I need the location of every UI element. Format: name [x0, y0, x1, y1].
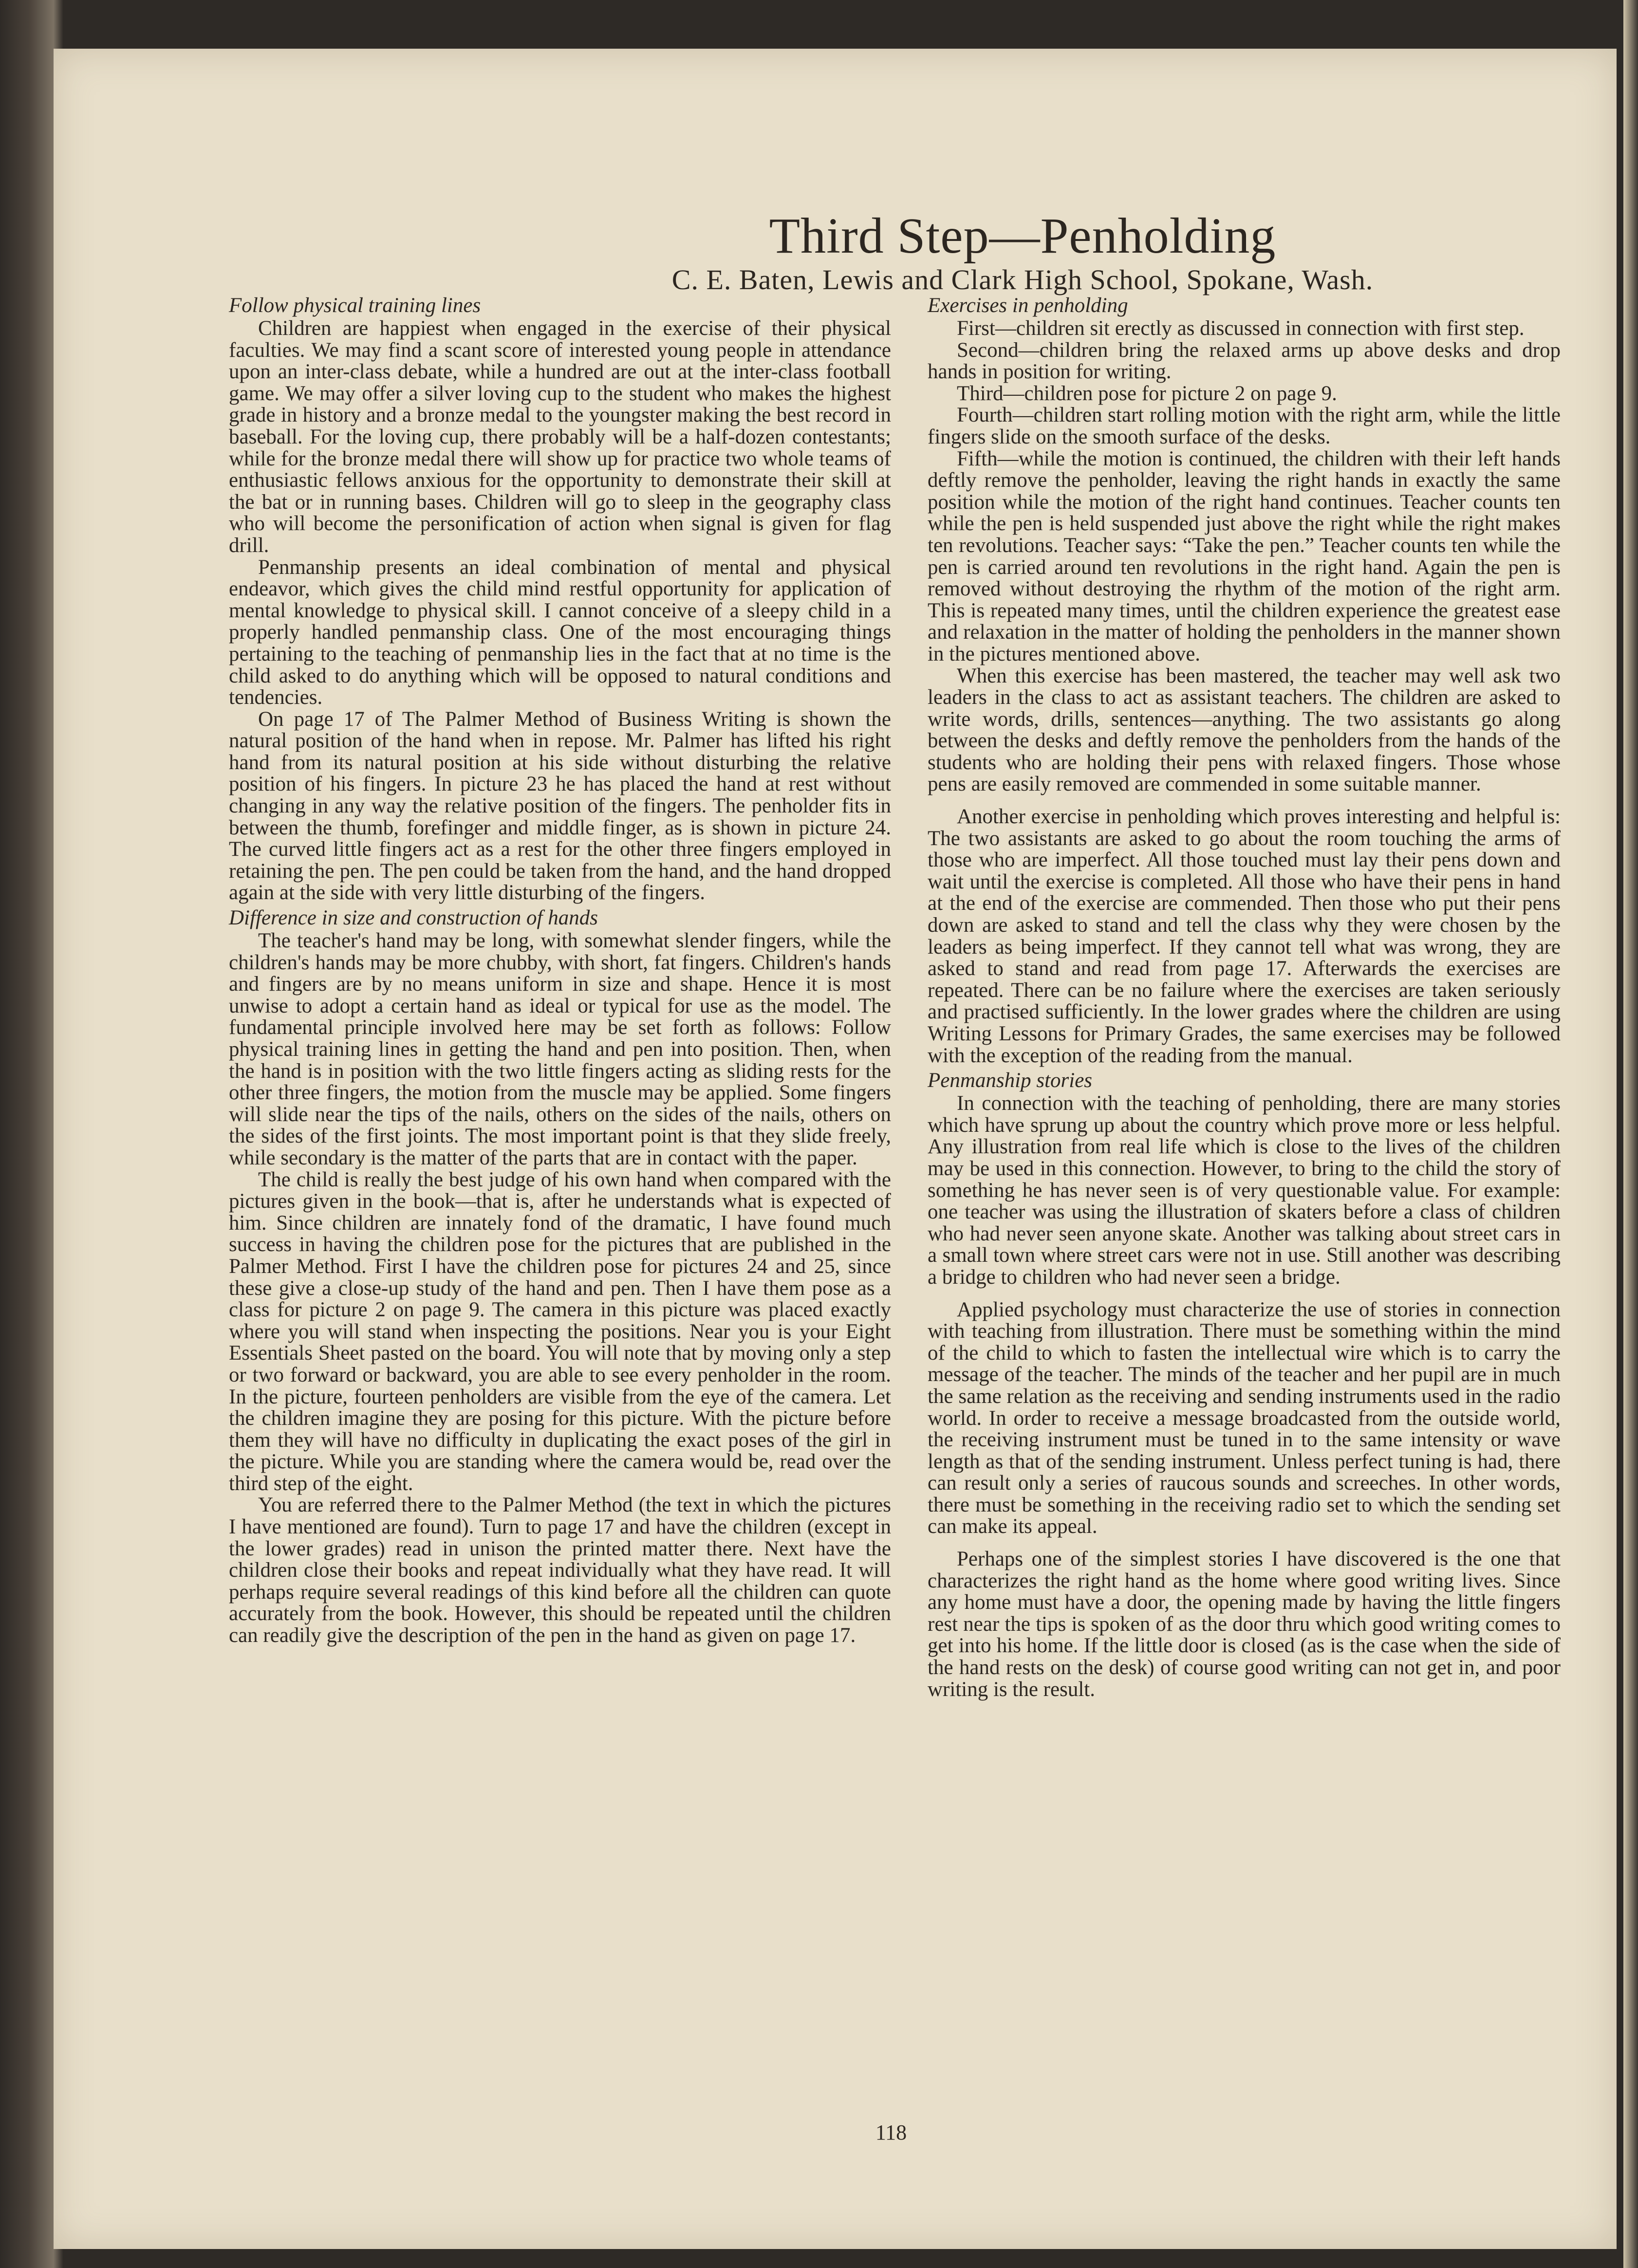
left-column [229, 295, 891, 1647]
right-column-paragraph: Perhaps one of the simplest stories I have discovered is the one that characterizes the right hand as the home where good writing lives. Since any home must have a door, the opening made by having the little fingers rest near the tips is spoken of as the door thru which good writing comes to get into his home. If the little door is closed (as is the case when the side of the hand rests on the desk) of course good writing can not get in, and poor writing is the result. [928, 1548, 1561, 1701]
page-number: 118 [875, 2120, 907, 2144]
left-column-paragraph: Penmanship presents an ideal combination of mental and physical endeavor, which gives the child mind restful opportunity for application of mental knowledge to physical skill. I cannot conceive of a sleepy child in a properly handled penmanship class. One of the most encouraging things pertaining to the teaching of penmanship lies in the fact that at no time is the child asked to do anything which will be opposed to natural conditions and tendencies. [229, 555, 891, 709]
right-column-paragraph: Second—children bring the relaxed arms up above desks and drop hands in position for writing. [928, 338, 1561, 384]
left-column-paragraph: The teacher's hand may be long, with somewhat slender fingers, while the children's hands may be more chubby, with short, fat fingers. Children's hands and fingers are by no means uniform in size and shape. Hence it is most unwise to adopt a certain hand as ideal or typical for use as the model. The fundamental principle involved here may be set forth as follows: Follow physical training lines in getting the hand and pen into position. Then, when the hand is in position with the two little fingers acting as sliding rests for the other three fingers, the motion from the muscle may be applied. Some fingers will slide near the tips of the nails, others on the sides of the nails, others on the sides of the first joints. The most important point is that they slide freely, while secondary is the matter of the parts that are in contact with the paper. [229, 929, 891, 1169]
right-column-heading: Penmanship stories [928, 1069, 1093, 1092]
left-column-heading: Difference in size and construction of hands [229, 906, 598, 930]
right-column-heading: Exercises in penholding [928, 294, 1128, 317]
left-column-paragraph: Children are happiest when engaged in the exercise of their physical faculties. We may find a scant score of interested young people in attendance upon an inter-class debate, while a hundred are out at the inter-class football game. We may offer a silver loving cup to the student who makes the highest grade in history and a bronze medal to the youngster making the best record in baseball. For the loving cup, there probably will be a half-dozen contestants; while for the bronze medal there will show up for practice two whole teams of enthusiastic fellows anxious for the opportunity to demonstrate their skill at the bat or in running bases. Children will go to sleep in the geography class who will become the personification of action when signal is given for flag drill. [229, 317, 891, 557]
left-column-heading: Follow physical training lines [229, 294, 481, 317]
article-title: Third Step—Penholding [769, 208, 1276, 264]
right-column-paragraph: First—children sit erectly as discussed in connection with first step. [957, 317, 1525, 340]
right-column-paragraph: Another exercise in penholding which proves interesting and helpful is: The two assistants are asked to go about the room touching the arms of those who are imperfect. All those touched must lay their pens down and wait until the exercise is completed. All those who have their pens in hand at the end of the exercise are commended. Then those who put their pens down are asked to stand and tell the class why they were chosen by the leaders as being imperfect. If they cannot tell what was wrong, they are asked to stand and read from page 17. Afterwards the exercises are repeated. There can be no failure where the exercises are taken seriously and practised sufficiently. In the lower grades where the children are using Writing Lessons for Primary Grades, the same exercises may be followed with the exception of the reading from the manual. [928, 805, 1561, 1067]
right-column-paragraph: In connection with the teaching of penholding, there are many stories which have sprung up about the country which prove more or less helpful. Any illustration from real life which is close to the lives of the children may be used in this connection. However, to bring to the child the story of something he has never seen is of very questionable value. For example: one teacher was using the illustration of skaters before a class of children who had never seen anyone skate. Another was talking about street cars in a small town where street cars were not in use. Still another was describing a bridge to children who had never seen a bridge. [928, 1092, 1561, 1289]
page-gutter [1623, 0, 1638, 2268]
left-column-paragraph: On page 17 of The Palmer Method of Business Writing is shown the natural position of the hand when in repose. Mr. Palmer has lifted his right hand from its natural position at his side without disturbing the relative position of his fingers. In picture 23 he has placed the hand at rest without changing in any way the relative position of the fingers. The penholder fits in between the thumb, forefinger and middle finger, as is shown in picture 24. The curved little fingers act as a rest for the other three fingers employed in retaining the pen. The pen could be taken from the hand, and the hand dropped again at the side with very little disturbing of the fingers. [229, 707, 891, 904]
right-column-paragraph: Fifth—while the motion is continued, the children with their left hands deftly remove the penholder, leaving the right hands in exactly the same position while the motion of the right hand continues. Teacher counts ten while the pen is held suspended just above the right while the right makes ten revolutions. Teacher says: “Take the pen.” Teacher counts ten while the pen is carried around ten revolutions in the right hand. Again the pen is removed without destroying the rhythm of the motion of the right arm. This is repeated many times, until the children experience the greatest ease and relaxation in the matter of holding the penholders in the manner shown in the pictures mentioned above. [928, 447, 1561, 665]
right-column [928, 295, 1561, 1700]
article-byline: C. E. Baten, Lewis and Clark High School, Spokane, Wash. [671, 264, 1374, 295]
left-column-paragraph: The child is really the best judge of his own hand when compared with the pictures given in the book—that is, after he understands what is expected of him. Since children are innately fond of the dramatic, I have found much success in having the children pose for the pictures that are published in the Palmer Method. First I have the children pose for pictures 24 and 25, since these give a close-up study of the hand and pen. Then I have them pose as a class for picture 2 on page 9. The camera in this picture was placed exactly where you will stand when inspecting the positions. Near you is your Eight Essentials Sheet pasted on the board. You will note that by moving only a step or two forward or backward, you are able to see every penholder in the room. In the picture, fourteen penholders are visible from the eye of the camera. Let the children imagine they are posing for this picture. With the picture before them they will have no difficulty in duplicating the exact poses of the girl in the picture. While you are standing where the camera would be, read over the third step of the eight. [229, 1168, 891, 1495]
right-column-paragraph: Third—children pose for picture 2 on page 9. [957, 382, 1337, 405]
right-column-paragraph: Applied psychology must characterize the use of stories in connection with teaching from illustration. There must be something within the mind of the child to which to fasten the intellectual wire which is to carry the message of the teacher. The minds of the teacher and her pupil are in much the same relation as the receiving and sending instruments used in the radio world. In order to receive a message broadcasted from the outside world, the receiving instrument must be tuned in to the same intensity or wave length as that of the sending instrument. Unless perfect tuning is had, there can result only a series of raucous sounds and screeches. In other words, there must be something in the receiving radio set to which the sending set can make its appeal. [928, 1298, 1561, 1538]
left-column-paragraph: You are referred there to the Palmer Method (the text in which the pictures I have mentioned are found). Turn to page 17 and have the children (except in the lower grades) read in unison the printed matter there. Next have the children close their books and repeat individually what they have read. It will perhaps require several readings of this kind before all the children can quote accurately from the book. However, this should be repeated until the children can readily give the description of the pen in the hand as given on page 17. [229, 1494, 891, 1647]
right-column-paragraph: When this exercise has been mastered, the teacher may well ask two leaders in the class to act as assistant teachers. The children are asked to write words, drills, sentences—anything. The two assistants go along between the desks and deftly remove the penholders from the hands of the students who are holding their pens with relaxed fingers. Those whose pens are easily removed are commended in some suitable manner. [928, 664, 1561, 796]
right-column-paragraph: Fourth—children start rolling motion with the right arm, while the little fingers slide on the smooth surface of the desks. [928, 404, 1561, 448]
